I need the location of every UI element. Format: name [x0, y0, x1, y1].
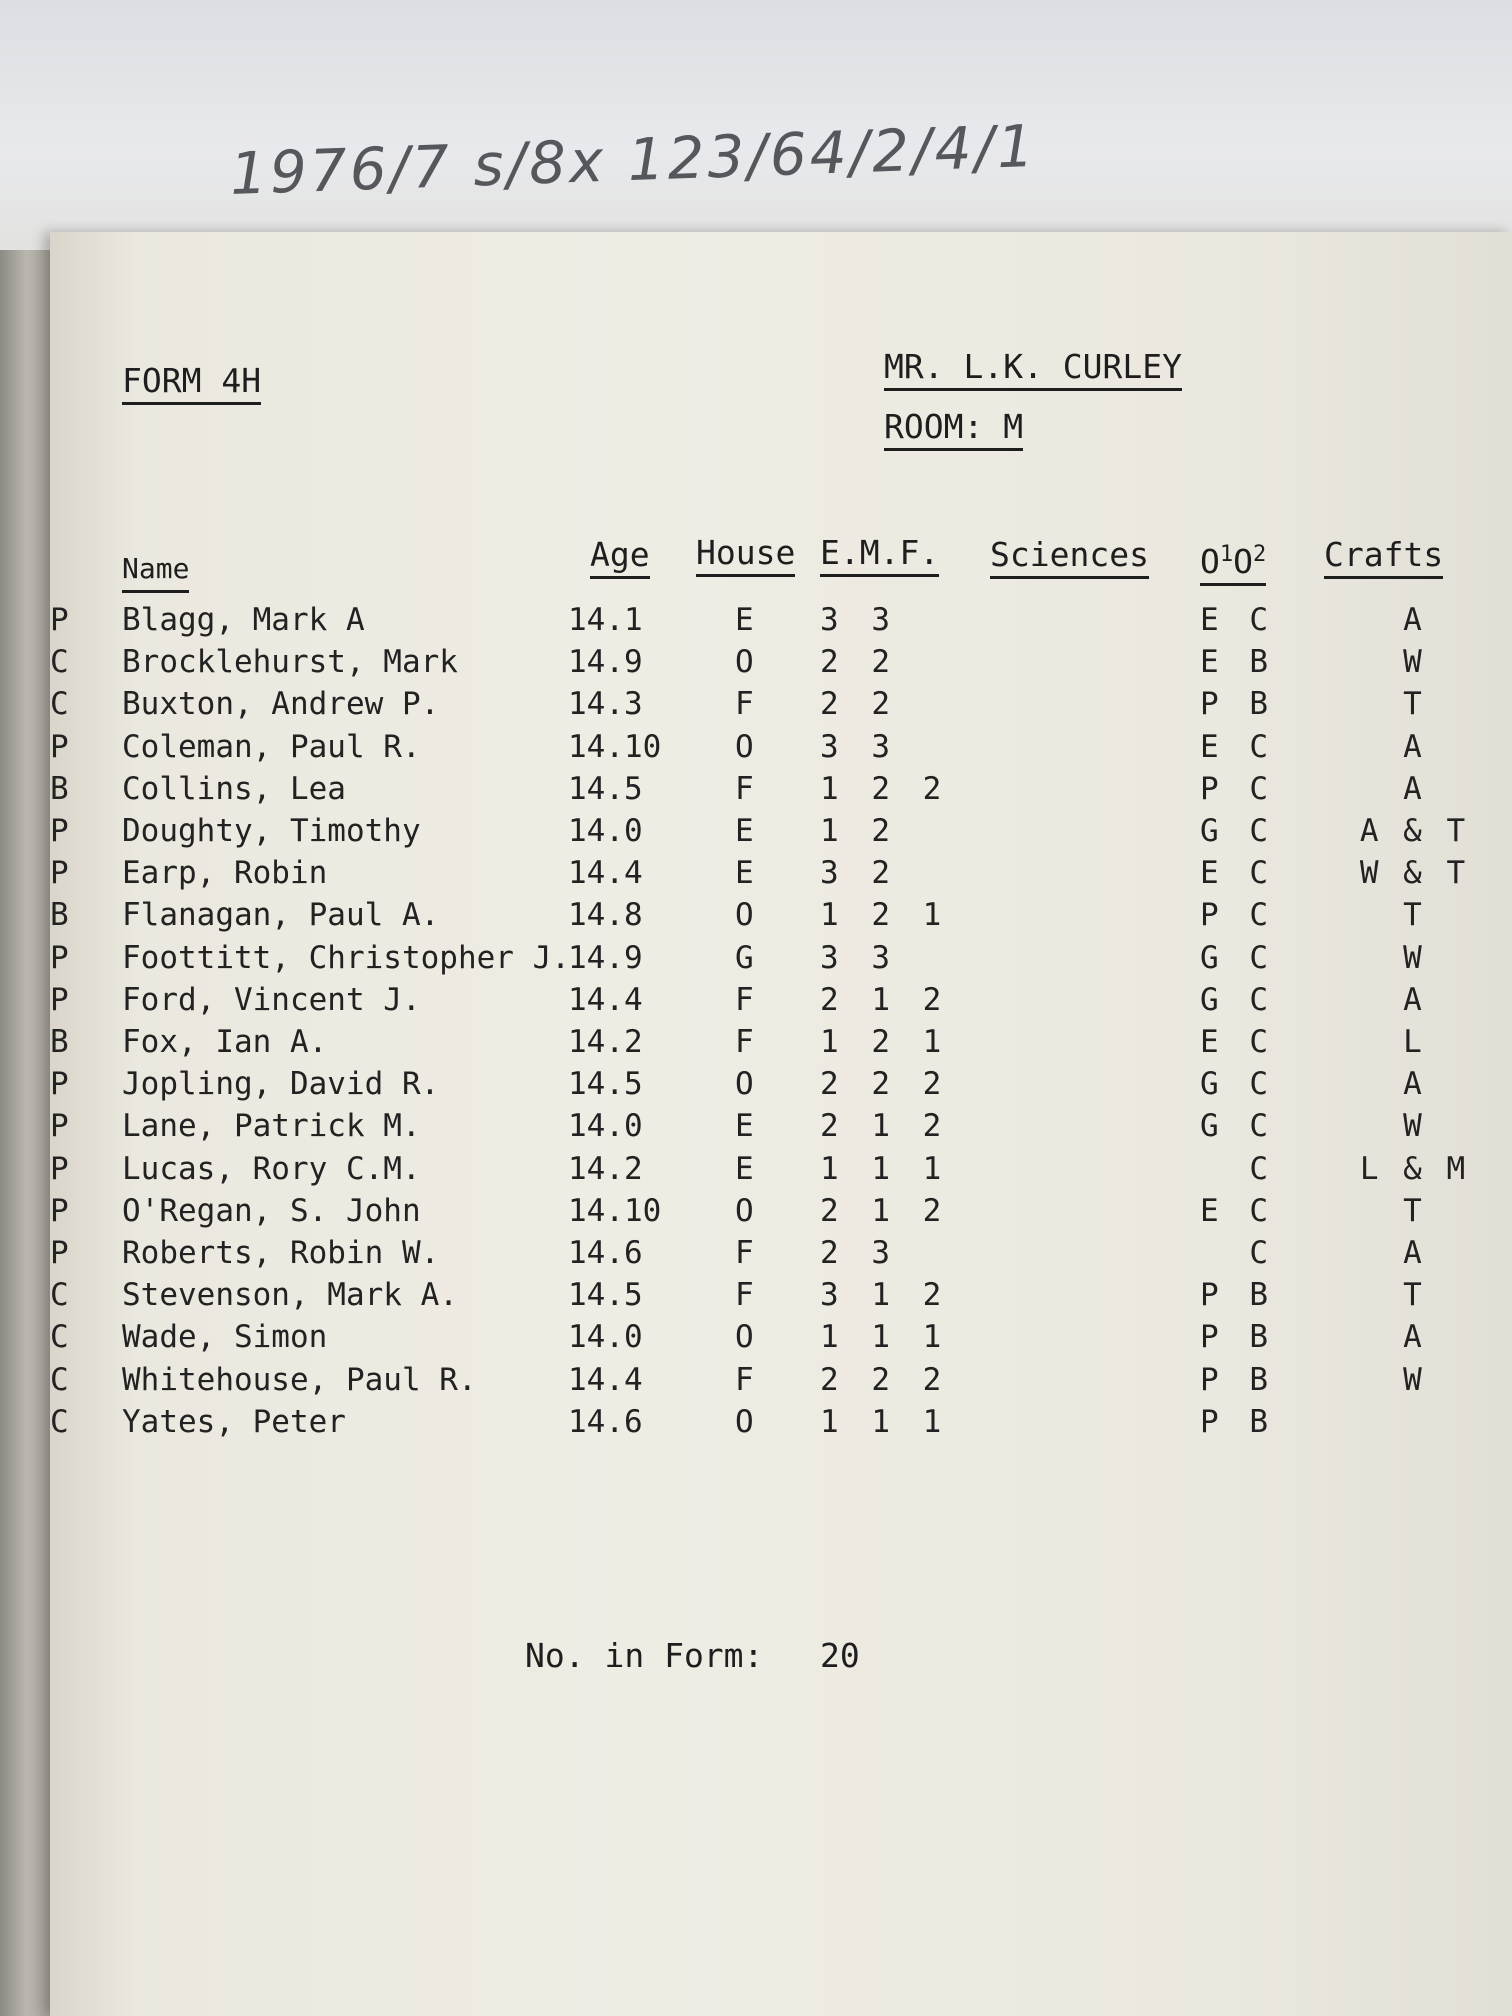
teacher-name: MR. L.K. CURLEY — [884, 348, 1182, 391]
table-row — [50, 813, 1512, 855]
cell-age: 14.4 — [568, 1361, 643, 1398]
cell-o: G C — [1200, 1066, 1274, 1103]
table-row — [50, 1151, 1512, 1193]
cell-name: Buxton, Andrew P. — [122, 686, 440, 723]
column-name: Name — [122, 550, 189, 593]
column-o-levels — [1200, 536, 1266, 586]
cell-o: G C — [1200, 813, 1274, 849]
cell-age: 14.5 — [568, 1066, 643, 1103]
cell-sciences: P — [50, 1150, 69, 1187]
cell-sciences: P — [50, 813, 69, 849]
cell-name: Doughty, Timothy — [122, 813, 421, 849]
cell-name: Jopling, David R. — [122, 1066, 440, 1103]
table-row — [50, 1024, 1512, 1066]
cell-crafts: T — [1403, 686, 1425, 723]
o2-label: O — [1233, 542, 1253, 581]
cell-age: 14.10 — [568, 728, 662, 765]
cell-age: 14.8 — [568, 897, 643, 934]
cell-o: G C — [1200, 939, 1274, 976]
o1-superscript: 1 — [1219, 542, 1234, 567]
cell-house: O — [735, 1066, 754, 1103]
cell-name: Blagg, Mark A — [122, 602, 365, 638]
cell-o: P C — [1200, 897, 1274, 934]
column-sciences: Sciences — [990, 536, 1149, 579]
table-row — [50, 686, 1512, 728]
cell-o: E C — [1200, 602, 1274, 638]
cell-house: G — [735, 939, 754, 976]
cell-crafts: A — [1403, 981, 1425, 1018]
cell-sciences: C — [50, 686, 69, 723]
cell-house: E — [735, 813, 754, 849]
column-emf: E.M.F. — [820, 534, 939, 577]
cell-o: P B — [1200, 1319, 1274, 1356]
cell-crafts: T — [1403, 1277, 1425, 1314]
cell-name: Earp, Robin — [122, 855, 328, 892]
cell-name: Coleman, Paul R. — [122, 728, 421, 765]
cell-age: 14.0 — [568, 813, 643, 849]
table-row — [50, 1277, 1512, 1319]
cell-emf: 2 2 — [820, 644, 897, 681]
cell-age: 14.5 — [568, 770, 643, 807]
cell-emf: 1 2 1 — [820, 1024, 949, 1060]
cell-crafts: A — [1403, 1319, 1425, 1356]
table-row — [50, 1319, 1512, 1361]
cell-house: E — [735, 1150, 754, 1187]
cell-crafts: T — [1403, 897, 1425, 934]
cell-house: F — [735, 770, 754, 807]
cell-emf: 1 1 1 — [820, 1403, 949, 1440]
cell-o: E C — [1200, 728, 1274, 765]
cell-emf: 3 3 — [820, 939, 897, 976]
cell-name: Roberts, Robin W. — [122, 1235, 440, 1271]
cell-sciences: B — [50, 897, 69, 934]
cell-crafts: L — [1403, 1024, 1425, 1060]
cell-name: Brocklehurst, Mark — [122, 644, 458, 681]
table-row — [50, 644, 1512, 686]
cell-emf: 3 2 — [820, 855, 897, 892]
cell-crafts: A — [1403, 1066, 1425, 1103]
cell-house: E — [735, 1108, 754, 1145]
column-house: House — [696, 534, 795, 577]
cell-emf: 2 2 — [820, 686, 897, 723]
cell-name: Flanagan, Paul A. — [122, 897, 440, 934]
table-row — [50, 602, 1512, 644]
cell-sciences: P — [50, 981, 69, 1018]
table-row — [50, 1193, 1512, 1235]
room-label: ROOM: M — [884, 408, 1023, 451]
cell-o: P B — [1200, 686, 1274, 723]
cell-house: F — [735, 686, 754, 723]
cell-age: 14.4 — [568, 855, 643, 892]
cell-emf: 2 2 2 — [820, 1361, 949, 1398]
cell-o: E C — [1200, 1192, 1274, 1229]
cell-house: F — [735, 1024, 754, 1060]
cell-sciences: P — [50, 1235, 69, 1271]
cell-house: F — [735, 981, 754, 1018]
cell-sciences: P — [50, 1108, 69, 1145]
cell-emf: 2 3 — [820, 1235, 897, 1271]
table-row — [50, 1362, 1512, 1404]
cell-crafts: W — [1403, 644, 1425, 681]
cell-emf: 3 3 — [820, 602, 897, 638]
table-row — [50, 771, 1512, 813]
cell-name: Lane, Patrick M. — [122, 1108, 421, 1145]
cell-o: E C — [1200, 1024, 1274, 1060]
cell-emf: 1 1 1 — [820, 1319, 949, 1356]
cell-o: P C — [1200, 770, 1274, 807]
cell-age: 14.2 — [568, 1150, 643, 1187]
cell-o: E B — [1200, 644, 1274, 681]
cell-house: O — [735, 897, 754, 934]
cell-emf: 2 2 2 — [820, 1066, 949, 1103]
cell-sciences: P — [50, 855, 69, 892]
cell-crafts: W — [1403, 939, 1425, 976]
form-count-value: 20 — [820, 1636, 860, 1675]
cell-name: Stevenson, Mark A. — [122, 1277, 458, 1314]
cell-name: O'Regan, S. John — [122, 1192, 421, 1229]
table-row — [50, 1404, 1512, 1446]
cell-sciences: C — [50, 1319, 69, 1356]
cell-sciences: C — [50, 1403, 69, 1440]
cell-name: Fox, Ian A. — [122, 1024, 328, 1060]
cell-age: 14.2 — [568, 1024, 643, 1060]
column-age: Age — [590, 536, 650, 579]
cell-o: C — [1200, 1235, 1274, 1271]
cell-age: 14.3 — [568, 686, 643, 723]
cell-crafts: W & T — [1359, 855, 1469, 892]
cell-emf: 3 3 — [820, 728, 897, 765]
cell-crafts: W — [1403, 1361, 1425, 1398]
form-count-label: No. in Form: — [525, 1636, 764, 1675]
cell-house: O — [735, 1403, 754, 1440]
cell-name: Foottitt, Christopher J. — [122, 939, 570, 976]
cell-crafts: A & T — [1359, 813, 1469, 849]
cell-sciences: C — [50, 1277, 69, 1314]
cell-age: 14.0 — [568, 1108, 643, 1145]
table-row — [50, 897, 1512, 939]
cell-o: C — [1200, 1150, 1274, 1187]
cell-o: P B — [1200, 1403, 1274, 1440]
cell-age: 14.9 — [568, 939, 643, 976]
table-row — [50, 982, 1512, 1024]
cell-crafts: A — [1403, 728, 1425, 765]
table-row — [50, 1235, 1512, 1277]
cell-age: 14.5 — [568, 1277, 643, 1314]
cell-name: Collins, Lea — [122, 770, 346, 807]
cell-house: F — [735, 1235, 754, 1271]
cell-age: 14.10 — [568, 1192, 662, 1229]
o1-label: O — [1200, 542, 1220, 581]
cell-age: 14.4 — [568, 981, 643, 1018]
column-crafts: Crafts — [1324, 536, 1443, 579]
o2-superscript: 2 — [1253, 542, 1267, 567]
cell-house: E — [735, 602, 754, 638]
cell-emf: 1 2 2 — [820, 770, 949, 807]
register-page — [50, 232, 1512, 2016]
cell-age: 14.0 — [568, 1319, 643, 1356]
cell-name: Wade, Simon — [122, 1319, 328, 1356]
cell-o: P B — [1200, 1361, 1274, 1398]
cell-name: Lucas, Rory C.M. — [122, 1150, 421, 1187]
cell-crafts: T — [1403, 1192, 1425, 1229]
cell-crafts: A — [1403, 602, 1425, 638]
cell-house: O — [735, 1319, 754, 1356]
cell-o: E C — [1200, 855, 1274, 892]
cell-sciences: B — [50, 1024, 69, 1060]
cell-house: F — [735, 1277, 754, 1314]
cell-age: 14.1 — [568, 602, 643, 638]
cell-sciences: P — [50, 939, 69, 976]
cell-crafts: L & M — [1359, 1150, 1469, 1187]
cell-house: F — [735, 1361, 754, 1398]
cell-emf: 3 1 2 — [820, 1277, 949, 1314]
cell-emf: 2 1 2 — [820, 1108, 949, 1145]
cell-crafts: A — [1403, 770, 1425, 807]
cell-crafts: W — [1403, 1108, 1425, 1145]
table-row — [50, 855, 1512, 897]
cell-emf: 2 1 2 — [820, 1192, 949, 1229]
cell-o: G C — [1200, 1108, 1274, 1145]
table-row — [50, 1066, 1512, 1108]
cell-age: 14.6 — [568, 1403, 643, 1440]
cell-sciences: B — [50, 770, 69, 807]
cell-name: Whitehouse, Paul R. — [122, 1361, 477, 1398]
cell-emf: 2 1 2 — [820, 981, 949, 1018]
cell-sciences: P — [50, 1192, 69, 1229]
cell-age: 14.9 — [568, 644, 643, 681]
cell-age: 14.6 — [568, 1235, 643, 1271]
cell-name: Ford, Vincent J. — [122, 981, 421, 1018]
cell-house: O — [735, 728, 754, 765]
cell-emf: 1 2 1 — [820, 897, 949, 934]
cell-sciences: P — [50, 1066, 69, 1103]
cell-crafts: A — [1403, 1235, 1425, 1271]
cell-sciences: C — [50, 644, 69, 681]
cell-o: P B — [1200, 1277, 1274, 1314]
cell-sciences: P — [50, 602, 69, 638]
cell-o: G C — [1200, 981, 1274, 1018]
table-row — [50, 940, 1512, 982]
table-row — [50, 1108, 1512, 1150]
cell-emf: 1 1 1 — [820, 1150, 949, 1187]
form-title: FORM 4H — [122, 362, 261, 405]
table-row — [50, 729, 1512, 771]
cell-house: O — [735, 644, 754, 681]
cell-house: O — [735, 1192, 754, 1229]
cell-sciences: C — [50, 1361, 69, 1398]
cell-sciences: P — [50, 728, 69, 765]
cell-name: Yates, Peter — [122, 1403, 346, 1440]
archive-reference: 1976/7 s/8x 123/64/2/4/1 — [228, 111, 1038, 208]
cell-emf: 1 2 — [820, 813, 897, 849]
cell-house: E — [735, 855, 754, 892]
